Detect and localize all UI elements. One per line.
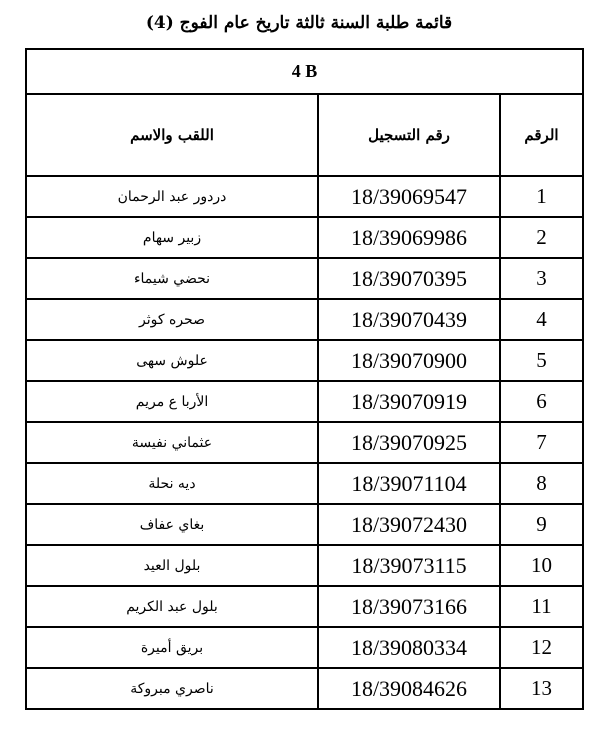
page-title: قائمة طلبة السنة ثالثة تاريخ عام الفوج (4) bbox=[145, 13, 453, 33]
row-name: بلول العيد bbox=[26, 545, 318, 586]
header-row bbox=[26, 94, 583, 176]
row-registration: 18/39070919 bbox=[318, 381, 500, 422]
table-row bbox=[26, 627, 583, 668]
row-number: 4 bbox=[500, 299, 583, 340]
row-number: 3 bbox=[500, 258, 583, 299]
group-label: 4 B bbox=[26, 49, 583, 94]
table-row bbox=[26, 176, 583, 217]
row-name: الأربا ع مريم bbox=[26, 381, 318, 422]
table-row bbox=[26, 422, 583, 463]
row-registration: 18/39073166 bbox=[318, 586, 500, 627]
row-name: زبير سهام bbox=[26, 217, 318, 258]
row-name: صحره كوثر bbox=[26, 299, 318, 340]
row-registration: 18/39070900 bbox=[318, 340, 500, 381]
table-row bbox=[26, 504, 583, 545]
row-name: نحضي شيماء bbox=[26, 258, 318, 299]
row-number: 7 bbox=[500, 422, 583, 463]
row-registration: 18/39084626 bbox=[318, 668, 500, 709]
row-registration: 18/39073115 bbox=[318, 545, 500, 586]
table-row bbox=[26, 340, 583, 381]
row-number: 9 bbox=[500, 504, 583, 545]
table-row bbox=[26, 258, 583, 299]
row-name: دردور عبد الرحمان bbox=[26, 176, 318, 217]
row-number: 6 bbox=[500, 381, 583, 422]
row-registration: 18/39070395 bbox=[318, 258, 500, 299]
row-registration: 18/39070439 bbox=[318, 299, 500, 340]
column-header-number: الرقم bbox=[500, 94, 583, 176]
table-row bbox=[26, 381, 583, 422]
column-header-name: اللقب والاسم bbox=[26, 94, 318, 176]
row-name: بلول عبد الكريم bbox=[26, 586, 318, 627]
row-name: ناصري مبروكة bbox=[26, 668, 318, 709]
table-row bbox=[26, 586, 583, 627]
row-number: 13 bbox=[500, 668, 583, 709]
row-number: 8 bbox=[500, 463, 583, 504]
group-row bbox=[26, 49, 583, 94]
row-number: 10 bbox=[500, 545, 583, 586]
row-name: بغاي عفاف bbox=[26, 504, 318, 545]
student-table bbox=[25, 48, 584, 710]
table-body bbox=[26, 176, 583, 709]
row-name: علوش سهى bbox=[26, 340, 318, 381]
row-name: عثماني نفيسة bbox=[26, 422, 318, 463]
row-registration: 18/39069986 bbox=[318, 217, 500, 258]
table-row bbox=[26, 668, 583, 709]
table-row bbox=[26, 299, 583, 340]
row-registration: 18/39071104 bbox=[318, 463, 500, 504]
row-registration: 18/39072430 bbox=[318, 504, 500, 545]
row-name: بريق أميرة bbox=[26, 627, 318, 668]
column-header-registration: رقم التسجيل bbox=[318, 94, 500, 176]
row-number: 1 bbox=[500, 176, 583, 217]
row-number: 2 bbox=[500, 217, 583, 258]
row-registration: 18/39070925 bbox=[318, 422, 500, 463]
table-row bbox=[26, 545, 583, 586]
row-number: 5 bbox=[500, 340, 583, 381]
row-registration: 18/39069547 bbox=[318, 176, 500, 217]
row-registration: 18/39080334 bbox=[318, 627, 500, 668]
row-number: 12 bbox=[500, 627, 583, 668]
table-row bbox=[26, 463, 583, 504]
row-name: ديه نحلة bbox=[26, 463, 318, 504]
table-row bbox=[26, 217, 583, 258]
row-number: 11 bbox=[500, 586, 583, 627]
